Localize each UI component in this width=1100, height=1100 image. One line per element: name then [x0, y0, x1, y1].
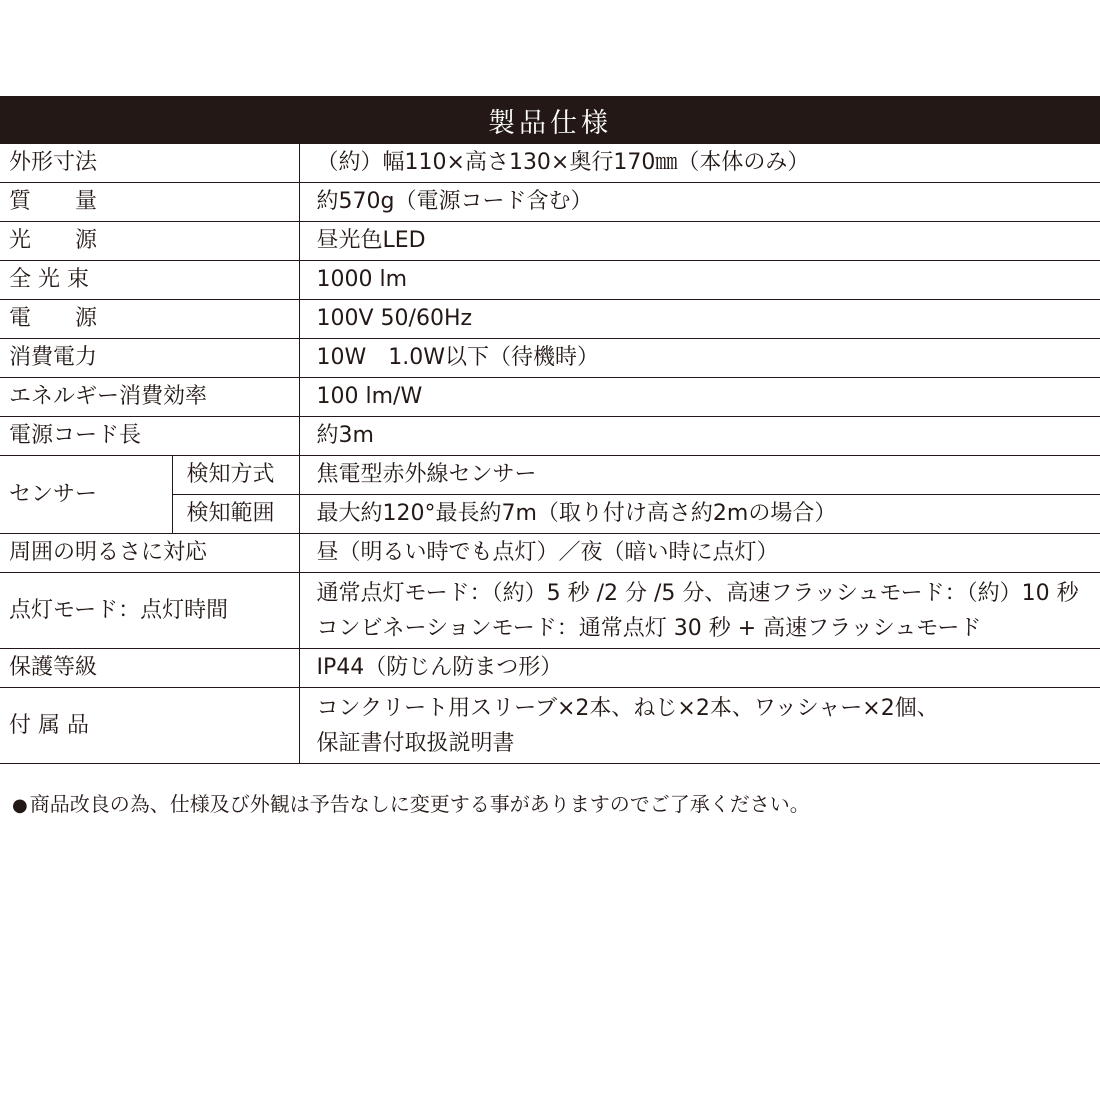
table-row	[0, 222, 1100, 261]
sensor-method-label: 検知方式	[172, 456, 299, 495]
mode-value	[299, 573, 1100, 649]
protection-label: 保護等級	[0, 649, 299, 688]
table-row	[0, 649, 1100, 688]
table-row	[0, 261, 1100, 300]
row-label: 電 源	[0, 300, 299, 339]
spec-section	[0, 96, 1100, 764]
accessories-line-1: コンクリート用スリーブ×2本、ねじ×2本、ワッシャー×2個、	[316, 695, 939, 721]
mode-label: 点灯モード：点灯時間	[0, 573, 299, 649]
accessories-value	[299, 688, 1100, 764]
sensor-range-value: 最大約120°最長約7m（取り付け高さ約2mの場合）	[299, 495, 1100, 534]
ambient-label: 周囲の明るさに対応	[0, 534, 299, 573]
table-row	[0, 378, 1100, 417]
row-value: 100V 50/60Hz	[299, 300, 1100, 339]
mode-line-2: コンビネーションモード：通常点灯 30 秒 + 高速フラッシュモード	[316, 615, 982, 641]
sensor-row-method	[0, 456, 1100, 495]
row-value: （約）幅110×高さ130×奥行170㎜（本体のみ）	[299, 144, 1100, 183]
row-label: 質 量	[0, 183, 299, 222]
sensor-label: センサー	[0, 456, 172, 534]
ambient-value: 昼（明るい時でも点灯）／夜（暗い時に点灯）	[299, 534, 1100, 573]
table-row	[0, 534, 1100, 573]
table-row	[0, 339, 1100, 378]
table-row	[0, 300, 1100, 339]
table-row	[0, 688, 1100, 764]
row-label: エネルギー消費効率	[0, 378, 299, 417]
row-value: 約570g（電源コード含む）	[299, 183, 1100, 222]
row-label: 外形寸法	[0, 144, 299, 183]
row-label: 消費電力	[0, 339, 299, 378]
protection-value: IP44（防じん防まつ形）	[299, 649, 1100, 688]
bullet-icon: ●	[12, 795, 28, 816]
disclaimer-text: 商品改良の為、仕様及び外観は予告なしに変更する事がありますのでご了承ください。	[29, 792, 810, 816]
spec-table	[0, 144, 1100, 764]
row-value: 100 lm/W	[299, 378, 1100, 417]
table-row	[0, 573, 1100, 649]
row-value: 昼光色LED	[299, 222, 1100, 261]
row-label: 全 光 束	[0, 261, 299, 300]
table-row	[0, 144, 1100, 183]
spec-title: 製品仕様	[0, 96, 1100, 144]
mode-line-1: 通常点灯モード：（約）5 秒 /2 分 /5 分、高速フラッシュモード：（約）10 秒	[316, 580, 1079, 606]
sensor-range-label: 検知範囲	[172, 495, 299, 534]
row-label: 電源コード長	[0, 417, 299, 456]
disclaimer-note	[12, 788, 810, 817]
table-row	[0, 183, 1100, 222]
row-value: 10W 1.0W以下（待機時）	[299, 339, 1100, 378]
row-label: 光 源	[0, 222, 299, 261]
table-row	[0, 417, 1100, 456]
row-value: 約3m	[299, 417, 1100, 456]
sensor-method-value: 焦電型赤外線センサー	[299, 456, 1100, 495]
row-value: 1000 lm	[299, 261, 1100, 300]
accessories-line-2: 保証書付取扱説明書	[316, 730, 515, 756]
accessories-label: 付 属 品	[0, 688, 299, 764]
